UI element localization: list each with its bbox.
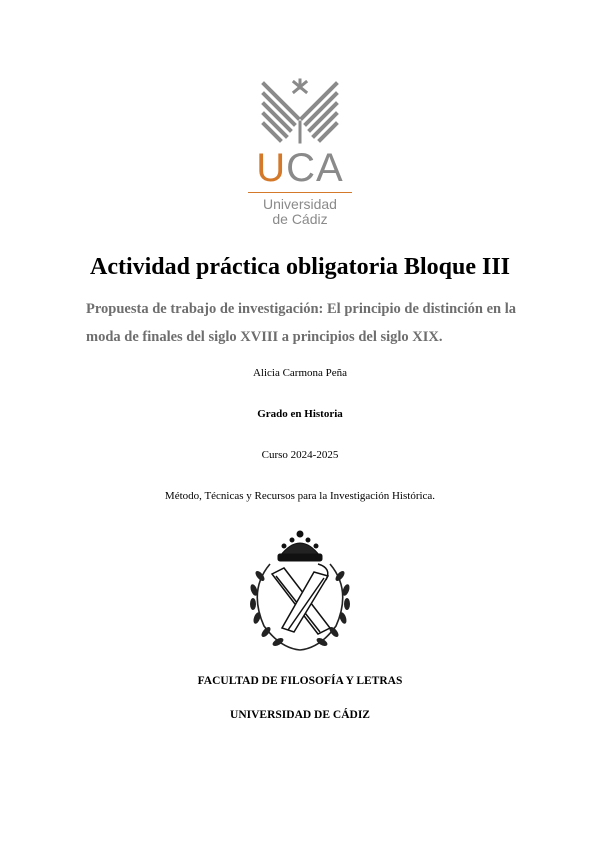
degree-name: Grado en Historia <box>257 408 343 420</box>
university-name: UNIVERSIDAD DE CÁDIZ <box>230 709 370 721</box>
uca-letters-ca: CA <box>286 146 344 190</box>
logo-line-2: de Cádiz <box>272 211 328 227</box>
subject-name: Método, Técnicas y Recursos para la Investigación Histórica. <box>164 490 436 502</box>
document-title: Actividad práctica obligatoria Bloque III <box>89 254 510 280</box>
author-name: Alicia Carmona Peña <box>252 367 348 379</box>
course-year: Curso 2024-2025 <box>261 449 339 461</box>
university-logo <box>240 78 360 227</box>
uca-wordmark <box>240 148 360 188</box>
faculty-name: FACULTAD DE FILOSOFÍA Y LETRAS <box>197 675 403 687</box>
logo-divider <box>248 192 352 193</box>
faculty-crest-icon <box>240 528 360 656</box>
uca-emblem-icon <box>258 78 342 144</box>
uca-letter-u: U <box>256 146 287 190</box>
logo-line-1: Universidad <box>263 196 337 212</box>
document-subtitle: Propuesta de trabajo de investigación: El principio de distinción en la moda de finales del siglo XVIII a principios del siglo XIX. <box>86 301 516 345</box>
